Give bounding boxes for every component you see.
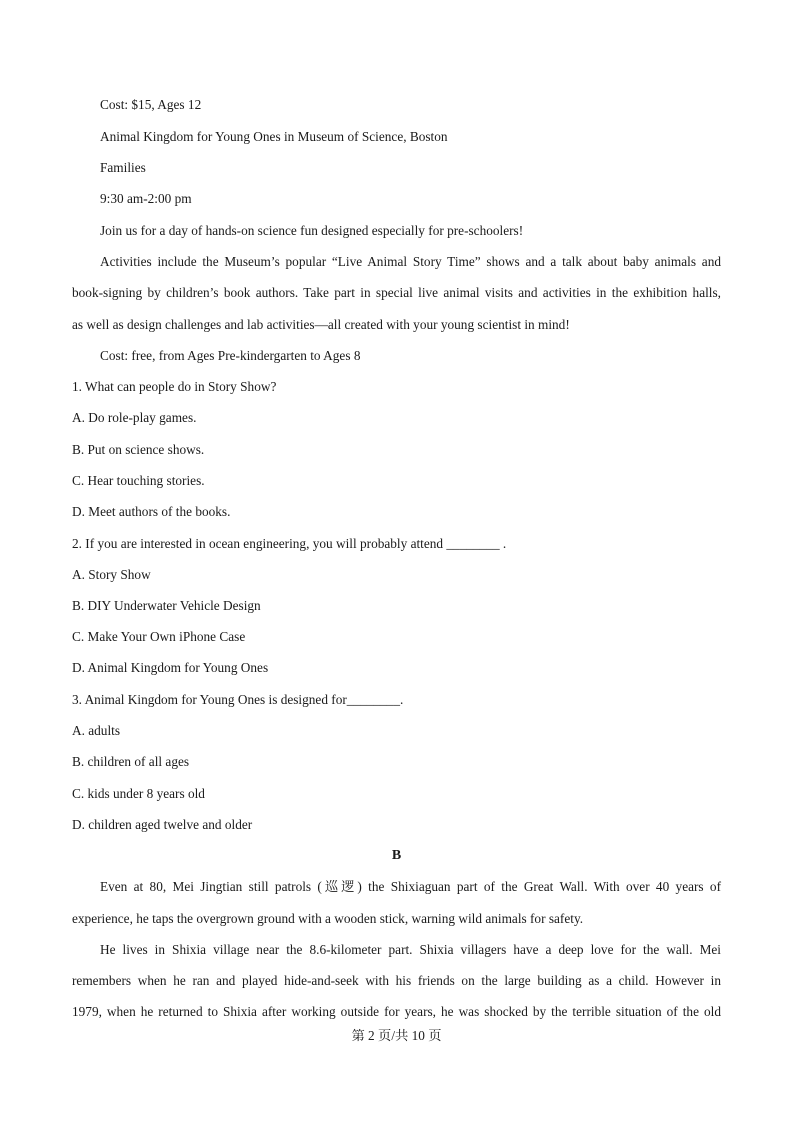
question-3-stem: 3. Animal Kingdom for Young Ones is designed for________.: [72, 692, 404, 707]
passage-b-p1-line-1: Even at 80, Mei Jingtian still patrols (巡逻) the Shixiaguan part of the Great Wall. With over 40 years of: [100, 879, 721, 894]
question-1-option-d: D. Meet authors of the books.: [72, 504, 231, 519]
section-b-heading: B: [391, 848, 402, 863]
passage-b-p1-line-2: experience, he taps the overgrown ground with a wooden stick, warning wild animals for safety.: [72, 911, 584, 926]
cost-free-line: Cost: free, from Ages Pre-kindergarten to Ages 8: [100, 348, 361, 363]
event-time: 9:30 am-2:00 pm: [100, 191, 192, 206]
question-1-option-b: B. Put on science shows.: [72, 442, 205, 457]
question-1-option-c: C. Hear touching stories.: [72, 473, 205, 488]
event-audience: Families: [100, 160, 146, 175]
activities-line-1: Activities include the Museum’s popular “Live Animal Story Time” shows and a talk about baby animals and: [100, 254, 721, 269]
event-intro: Join us for a day of hands-on science fun designed especially for pre-schoolers!: [100, 223, 524, 238]
question-3-option-a: A. adults: [72, 723, 121, 738]
question-2-option-b: B. DIY Underwater Vehicle Design: [72, 598, 261, 613]
question-2-option-c: C. Make Your Own iPhone Case: [72, 629, 246, 644]
question-3-option-c: C. kids under 8 years old: [72, 786, 205, 801]
activities-line-3: as well as design challenges and lab activities—all created with your young scientist in mind!: [72, 317, 570, 332]
passage-b-p2-line-3: 1979, when he returned to Shixia after working outside for years, he was shocked by the terrible situation of the old: [72, 1004, 721, 1019]
question-1-option-a: A. Do role-play games.: [72, 410, 197, 425]
cost-story-line: Cost: $15, Ages 12: [100, 97, 202, 112]
passage-b-p2-line-1: He lives in Shixia village near the 8.6-kilometer part. Shixia villagers have a deep love for the wall. Mei: [100, 942, 721, 957]
question-3-option-b: B. children of all ages: [72, 754, 190, 769]
question-2-option-d: D. Animal Kingdom for Young Ones: [72, 660, 269, 675]
page-number-footer: 第 2 页/共 10 页: [351, 1028, 442, 1043]
question-2-option-a: A. Story Show: [72, 567, 151, 582]
question-2-stem: 2. If you are interested in ocean engineering, you will probably attend ________ .: [72, 536, 507, 551]
question-1-stem: 1. What can people do in Story Show?: [72, 379, 277, 394]
activities-line-2: book-signing by children’s book authors. Take part in special live animal visits and activities in the exhibition halls,: [72, 285, 721, 300]
passage-b-p2-line-2: remembers when he ran and played hide-and-seek with his friends on the large building as a child. However in: [72, 973, 721, 988]
question-3-option-d: D. children aged twelve and older: [72, 817, 253, 832]
event-title: Animal Kingdom for Young Ones in Museum of Science, Boston: [100, 129, 448, 144]
